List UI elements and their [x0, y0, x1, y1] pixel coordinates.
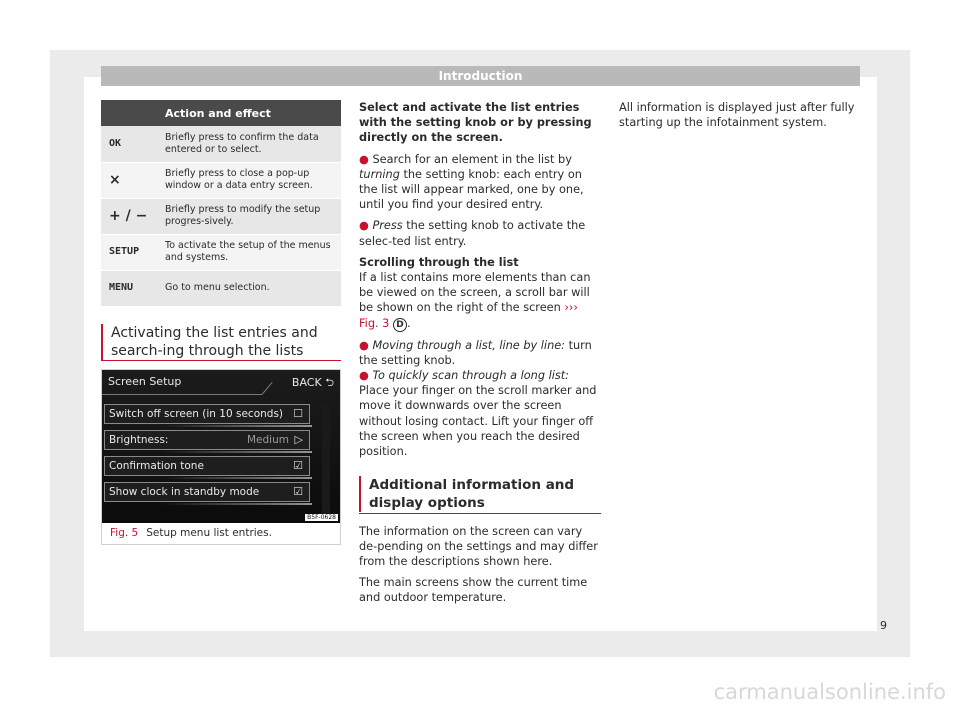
- emphasis: Moving through a list, line by line:: [372, 338, 565, 352]
- page-header: Introduction: [101, 66, 860, 86]
- text: the setting knob to activate the selec-ted list entry.: [359, 219, 586, 248]
- play-outline-icon: ▷: [294, 433, 303, 446]
- right-column: [619, 100, 857, 130]
- text: .: [406, 316, 411, 330]
- bullet-icon: ●: [359, 152, 369, 166]
- scroll-bar: [316, 404, 336, 514]
- caption-text: Setup menu list entries.: [146, 527, 272, 539]
- key-menu: MENU: [101, 270, 157, 306]
- section-divider: [101, 360, 341, 361]
- table-row: [101, 162, 341, 198]
- row-highlight: [162, 451, 312, 453]
- figure-number: Fig. 5: [110, 527, 139, 539]
- emphasis: To quickly scan through a long list:: [372, 369, 569, 383]
- text: turn the setting knob.: [359, 338, 592, 367]
- key-setup: SETUP: [101, 234, 157, 270]
- emphasis: Press: [372, 219, 403, 233]
- table-header-action: Action and effect: [157, 100, 341, 126]
- bullet-quick-scan: [359, 368, 601, 459]
- bullet-search: [359, 152, 601, 213]
- list-item-label: Brightness:: [109, 434, 169, 446]
- list-item: [104, 482, 310, 502]
- back-arrow-icon: ⮌: [325, 376, 334, 389]
- text: If a list contains more elements than can be viewed on the screen, a scroll bar will be shown on the right of the screen: [359, 271, 591, 315]
- action-text: Briefly press to modify the setup progres-sively.: [157, 198, 341, 234]
- middle-column: [359, 100, 601, 465]
- action-text: Briefly press to close a pop-up window or a data entry screen.: [157, 162, 341, 198]
- list-item: [104, 430, 310, 450]
- text: Search for an element in the list by: [372, 152, 572, 166]
- key-close: ×: [101, 162, 157, 198]
- screen-divider-slant: [262, 382, 273, 395]
- middle-column-bottom: [359, 524, 601, 610]
- key-ok: OK: [101, 126, 157, 162]
- subsection-title: Additional information and display options: [359, 476, 601, 512]
- figure-caption: [110, 527, 272, 539]
- paragraph: All information is displayed just after fully starting up the infotainment system.: [619, 101, 855, 130]
- action-table: [101, 100, 341, 307]
- page-number: 9: [880, 619, 887, 632]
- table-row: [101, 234, 341, 270]
- screen-divider: [102, 394, 262, 395]
- bullet-line-by-line: [359, 338, 601, 368]
- intro-paragraph: Select and activate the list entries with the setting knob or by pressing directly on the screen.: [359, 101, 592, 145]
- checkbox-checked-icon: ☑: [293, 459, 303, 472]
- action-text: Go to menu selection.: [157, 270, 341, 306]
- action-text: Briefly press to confirm the data entered or to select.: [157, 126, 341, 162]
- table-row: [101, 270, 341, 306]
- table-header-key: [101, 100, 157, 126]
- screen-title: Screen Setup: [108, 375, 182, 388]
- back-label: BACK: [291, 376, 322, 389]
- list-item: [104, 404, 310, 424]
- list-item-label: Switch off screen (in 10 seconds): [109, 408, 284, 420]
- scroll-heading: Scrolling through the list: [359, 255, 519, 269]
- table-header-row: [101, 100, 341, 126]
- scroll-paragraph: [359, 270, 601, 332]
- checkbox-empty-icon: ☐: [293, 407, 303, 420]
- list-item-label: Confirmation tone: [109, 460, 204, 472]
- watermark: carmanualsonline.info: [713, 680, 946, 704]
- bullet-icon: ●: [359, 369, 369, 383]
- list-item-label: Show clock in standby mode: [109, 486, 260, 498]
- bullet-icon: ●: [359, 219, 369, 233]
- emphasis: turning: [359, 167, 400, 181]
- list-item-value: Medium: [247, 434, 289, 446]
- row-highlight: [162, 477, 312, 479]
- text: Place your finger on the scroll marker and move it downwards over the screen without losing contact. Lift your finger off the screen when you reach the desired position.: [359, 384, 597, 459]
- image-code: B5F-0628: [307, 514, 336, 521]
- table-row: [101, 126, 341, 162]
- figure: [101, 369, 341, 545]
- setup-screen-image: [102, 370, 340, 523]
- paragraph: The main screens show the current time and outdoor temperature.: [359, 575, 588, 604]
- back-button: [292, 374, 334, 393]
- paragraph: The information on the screen can vary de-pending on the settings and may differ from the descriptions shown here.: [359, 525, 598, 569]
- bullet-icon: ●: [359, 338, 369, 352]
- table-row: [101, 198, 341, 234]
- callout-marker: D: [393, 318, 407, 332]
- figure-reference[interactable]: Fig. 3: [359, 316, 390, 330]
- action-text: To activate the setup of the menus and systems.: [157, 234, 341, 270]
- row-highlight: [162, 503, 312, 505]
- section-title: Activating the list entries and search-ing through the lists: [101, 324, 341, 360]
- bullet-press: [359, 218, 601, 248]
- subsection-divider: [359, 513, 601, 514]
- list-item: [104, 456, 310, 476]
- text: the setting knob: each entry on the list will appear marked, one by one, until you find your desired entry.: [359, 167, 584, 212]
- ref-arrow-icon: ›››: [564, 301, 578, 315]
- key-plus-minus: + / −: [101, 198, 157, 234]
- row-highlight: [162, 425, 312, 427]
- checkbox-checked-icon: ☑: [293, 485, 303, 498]
- scroll-track: [322, 404, 330, 514]
